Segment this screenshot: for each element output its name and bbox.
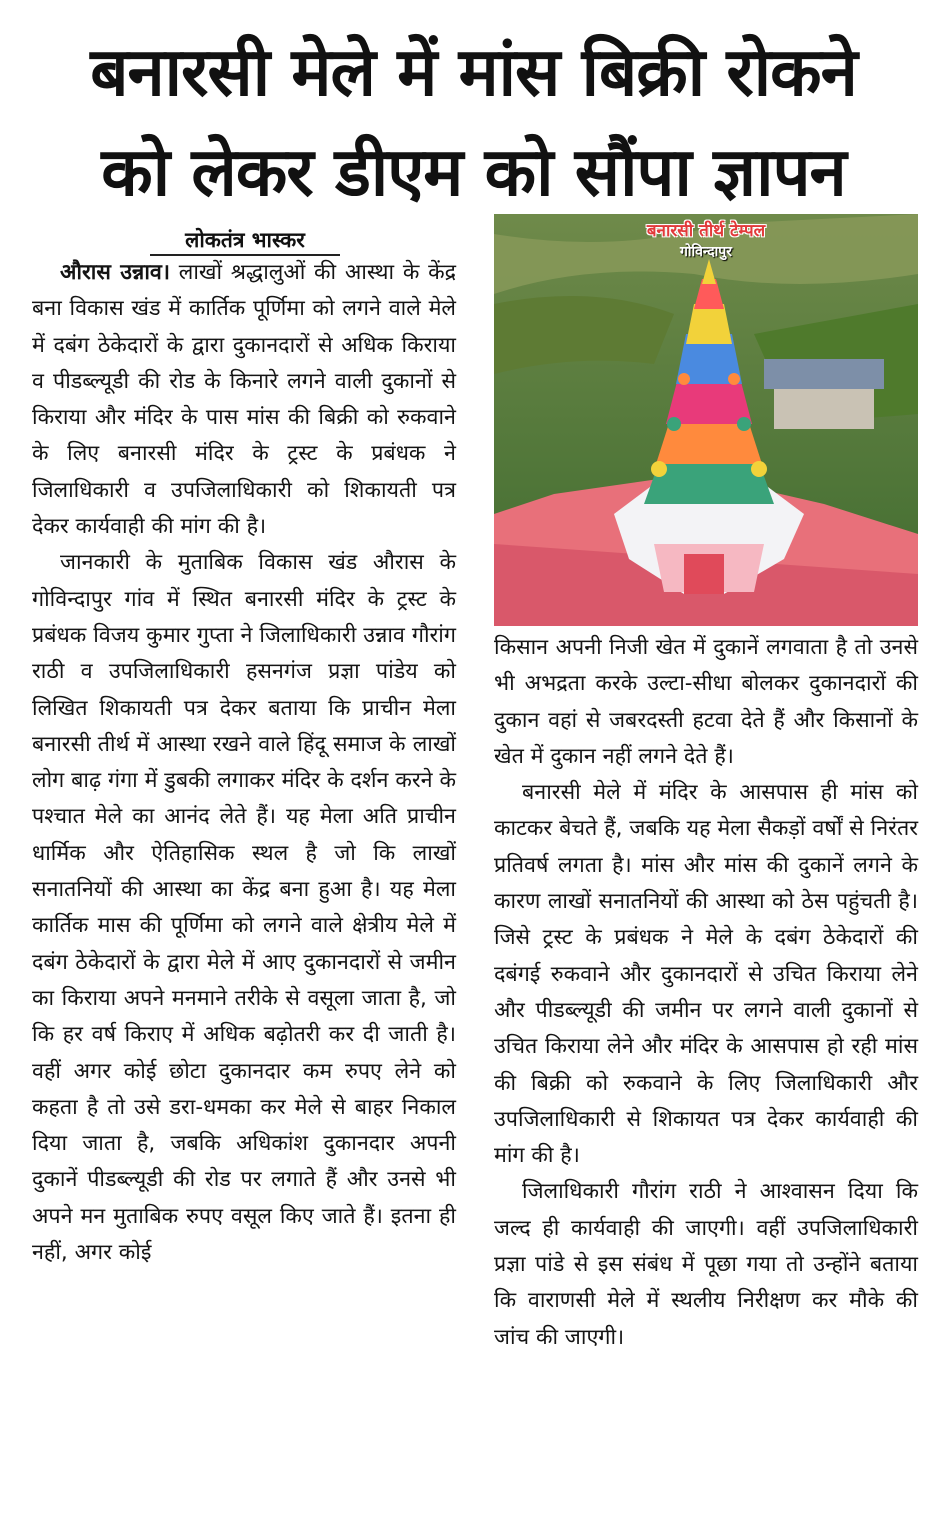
paragraph-3: बनारसी मेले में मंदिर के आसपास ही मांस को काटकर बेचते हैं, जबकि यह मेला सैकड़ों वर्षों से निरंतर प्रतिवर्ष लगता है। मांस और मांस की दुकानें लगने के कारण लाखों सनातनियों की आस्था को ठेस पहुंचती है। जिसे ट्रस्ट के प्रबंधक ने मेले के दबंग ठेकेदारों की दबंगई रुकवाने और दुकानदारों से उचित किराया लेने और पीडब्ल्यूडी की जमीन पर लगने वाली दुकानों से उचित किराया लेने और मंदिर के आसपास हो रही मांस की बिक्री को रुकवाने के लिए जिलाधिकारी और उपजिलाधिकारी से शिकायत पत्र देकर कार्यवाही की मांग की है। [494,780,918,1169]
right-column [494,630,918,1356]
headline [10,22,937,222]
temple-aerial-image [494,214,918,626]
dateline: औरास उन्नाव। [60,260,170,285]
paragraph-2-continued: किसान अपनी निजी खेत में दुकानें लगवाता है तो उनसे भी अभद्रता करके उल्टा-सीधा बोलकर दुकानदारों की दुकान वहां से जबरदस्ती हटवा देते हैं और किसानों के खेत में दुकान नहीं लगने देते हैं। [494,635,918,769]
left-column [32,255,456,1271]
headline-line-2: को लेकर डीएम को सौंपा ज्ञापन [101,133,846,211]
byline: लोकतंत्र भास्कर [150,226,340,256]
paragraph-2: जानकारी के मुताबिक विकास खंड औरास के गोविन्दापुर गांव में स्थित बनारसी मंदिर के ट्रस्ट के प्रबंधक विजय कुमार गुप्ता ने जिलाधिकारी उन्नाव गौरांग राठी व उपजिलाधिकारी हसनगंज प्रज्ञा पांडेय को लिखित शिकायती पत्र देकर बताया कि प्राचीन मेला बनारसी तीर्थ में आस्था रखने वाले हिंदू समाज के लाखों लोग बाढ़ गंगा में डुबकी लगाकर मंदिर के दर्शन करने के पश्चात मेले का आनंद लेते हैं। यह मेला अति प्राचीन धार्मिक और ऐतिहासिक स्थल है जो कि लाखों सनातनियों की आस्था का केंद्र बना हुआ है। यह मेला कार्तिक मास की पूर्णिमा को लगने वाले क्षेत्रीय मेले में दबंग ठेकेदारों के द्वारा मेले में आए दुकानदारों से जमीन का किराया अपने मनमाने तरीके से वसूला जाता है, जो कि हर वर्ष किराए में अधिक बढ़ोतरी कर दी जाती है। वहीं अगर कोई छोटा दुकानदार कम रुपए लेने को कहता है तो उसे डरा-धमका कर मेले से बाहर निकाल दिया जाता है, जबकि अधिकांश दुकानदार अपनी दुकानें पीडब्ल्यूडी की रोड पर लगाते हैं और उनसे भी अपने मन मुताबिक रुपए वसूल किए जाते हैं। इतना ही नहीं, अगर कोई [32,550,456,1266]
photo-caption-place: गोविन्दापुर [680,244,732,260]
photo-caption-title: बनारसी तीर्थ टेम्पल [646,221,766,241]
temple-photo [494,214,918,626]
headline-line-1: बनारसी मेले में मांस बिक्री रोकने [90,33,857,111]
paragraph-1 [32,255,456,545]
paragraph-1-text: लाखों श्रद्धालुओं की आस्था के केंद्र बना विकास खंड में कार्तिक पूर्णिमा को लगने वाले मेले में दबंग ठेकेदारों के द्वारा दुकानदारों से अधिक किराया व पीडब्ल्यूडी की रोड के किनारे लगने वाली दुकानों से किराया और मंदिर के पास मांस की बिक्री को रुकवाने के लिए बनारसी मंदिर के ट्रस्ट के प्रबंधक ने जिलाधिकारी व उपजिलाधिकारी को शिकायती पत्र देकर कार्यवाही की मांग की है। [32,260,456,540]
paragraph-4: जिलाधिकारी गौरांग राठी ने आश्वासन दिया कि जल्द ही कार्यवाही की जाएगी। वहीं उपजिलाधिकारी प्रज्ञा पांडे से इस संबंध में पूछा गया तो उन्होंने बताया कि वाराणसी मेले में स्थलीय निरीक्षण कर मौके की जांच की जाएगी। [494,1179,918,1350]
